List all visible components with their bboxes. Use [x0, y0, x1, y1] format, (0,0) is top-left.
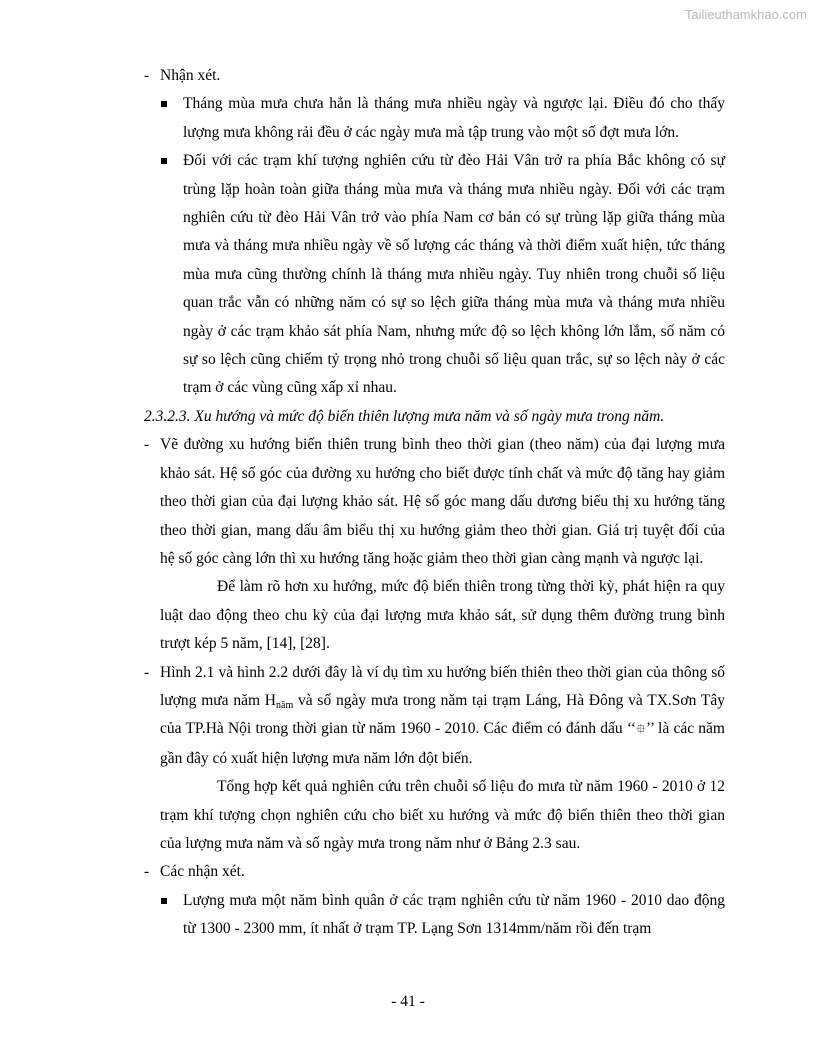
- figure-text-c: ’’ là các năm gần đây có xuất hiện lượng mưa năm lớn đột biến.: [160, 720, 725, 767]
- marker-symbol-icon: ⯐: [636, 722, 646, 738]
- summary-paragraph: Tổng hợp kết quả nghiên cứu trên chuỗi số liệu đo mưa từ năm 1960 - 2010 ở 12 trạm khí tượng chọn nghiên cứu cho biết xu hướng và mức độ biến thiên theo thời gian của lượng mưa năm và số ngày mưa trong năm như ở Bảng 2.3 sau.: [160, 778, 725, 852]
- page-content: [144, 62, 725, 944]
- figure-subscript: năm: [276, 699, 294, 711]
- trend-method-item: - Vẽ đường xu hướng biến thiên trung bình theo thời gian (theo năm) của đại lượng mưa khảo sát. Hệ số góc của đường xu hướng cho biết được tính chất và mức độ tăng hay giảm theo thời gian của đại lượng khảo sát. Hệ số góc mang dấu dương biểu thị xu hướng tăng theo thời gian, mang dấu âm biểu thị xu hướng giảm theo thời gian. Giá trị tuyệt đối của hệ số góc càng lớn thì xu hướng tăng hoặc giảm theo thời gian càng mạnh và ngược lại.: [144, 431, 725, 573]
- remarks-label-2: - Các nhận xét.: [144, 858, 725, 886]
- remark-bullet-1: Tháng mùa mưa chưa hẳn là tháng mưa nhiều ngày và ngược lại. Điều đó cho thấy lượng mưa không rải đều ở các ngày mưa mà tập trung vào một số đợt mưa lớn.: [144, 90, 725, 147]
- remark-bullet-2: Đối với các trạm khí tượng nghiên cứu từ đèo Hải Vân trở ra phía Bắc không có sự trùng lặp hoàn toàn giữa tháng mùa mưa và tháng mưa nhiều ngày. Đối với các trạm nghiên cứu từ đèo Hải Vân trở vào phía Nam cơ bản có sự trùng lặp giữa tháng mùa mưa và tháng mưa nhiều ngày về số lượng các tháng và thời điểm xuất hiện, tức tháng mùa mưa cũng thường chính là tháng mưa nhiều ngày. Tuy nhiên trong chuỗi số liệu quan trắc vẫn có những năm có sự so lệch giữa tháng mùa mưa và tháng mưa nhiều ngày ở các trạm khảo sát phía Nam, nhưng mức độ so lệch không lớn lắm, số năm có sự so lệch cũng chiếm tỷ trọng nhỏ trong chuỗi số liệu quan trắc, sự so lệch này ở các trạm ở các vùng cũng xấp xỉ nhau.: [144, 147, 725, 403]
- remark-bullet-3: Lượng mưa một năm bình quân ở các trạm nghiên cứu từ năm 1960 - 2010 dao động từ 1300 - 2300 mm, ít nhất ở trạm TP. Lạng Sơn 1314mm/năm rồi đến trạm: [144, 887, 725, 944]
- figure-example-item: [144, 659, 725, 774]
- figure-text-a: Hình 2.1 và hình 2.2 dưới đây là ví dụ tìm xu hướng biến thiên theo thời gian của thông số lượng mưa năm H: [160, 663, 725, 709]
- remarks-label: - Nhận xét.: [144, 62, 725, 90]
- page-number: - 41 -: [391, 993, 425, 1010]
- watermark: Tailieuthamkhao.com: [684, 7, 807, 22]
- figure-text-b: và số ngày mưa trong năm tại trạm Láng, Hà Đông và TX.Sơn Tây của TP.Hà Nội trong thời gian từ năm 1960 - 2010. Các điểm có đánh dấu ‘‘: [160, 691, 725, 738]
- section-heading: 2.3.2.3. Xu hướng và mức độ biến thiên lượng mưa năm và số ngày mưa trong năm.: [144, 407, 665, 425]
- trend-method-paragraph: Để làm rõ hơn xu hướng, mức độ biến thiên trong từng thời kỳ, phát hiện ra quy luật dao động theo chu kỳ của đại lượng mưa khảo sát, sử dụng thêm đường trung bình trượt kép 5 năm, [14], [28].: [160, 578, 725, 653]
